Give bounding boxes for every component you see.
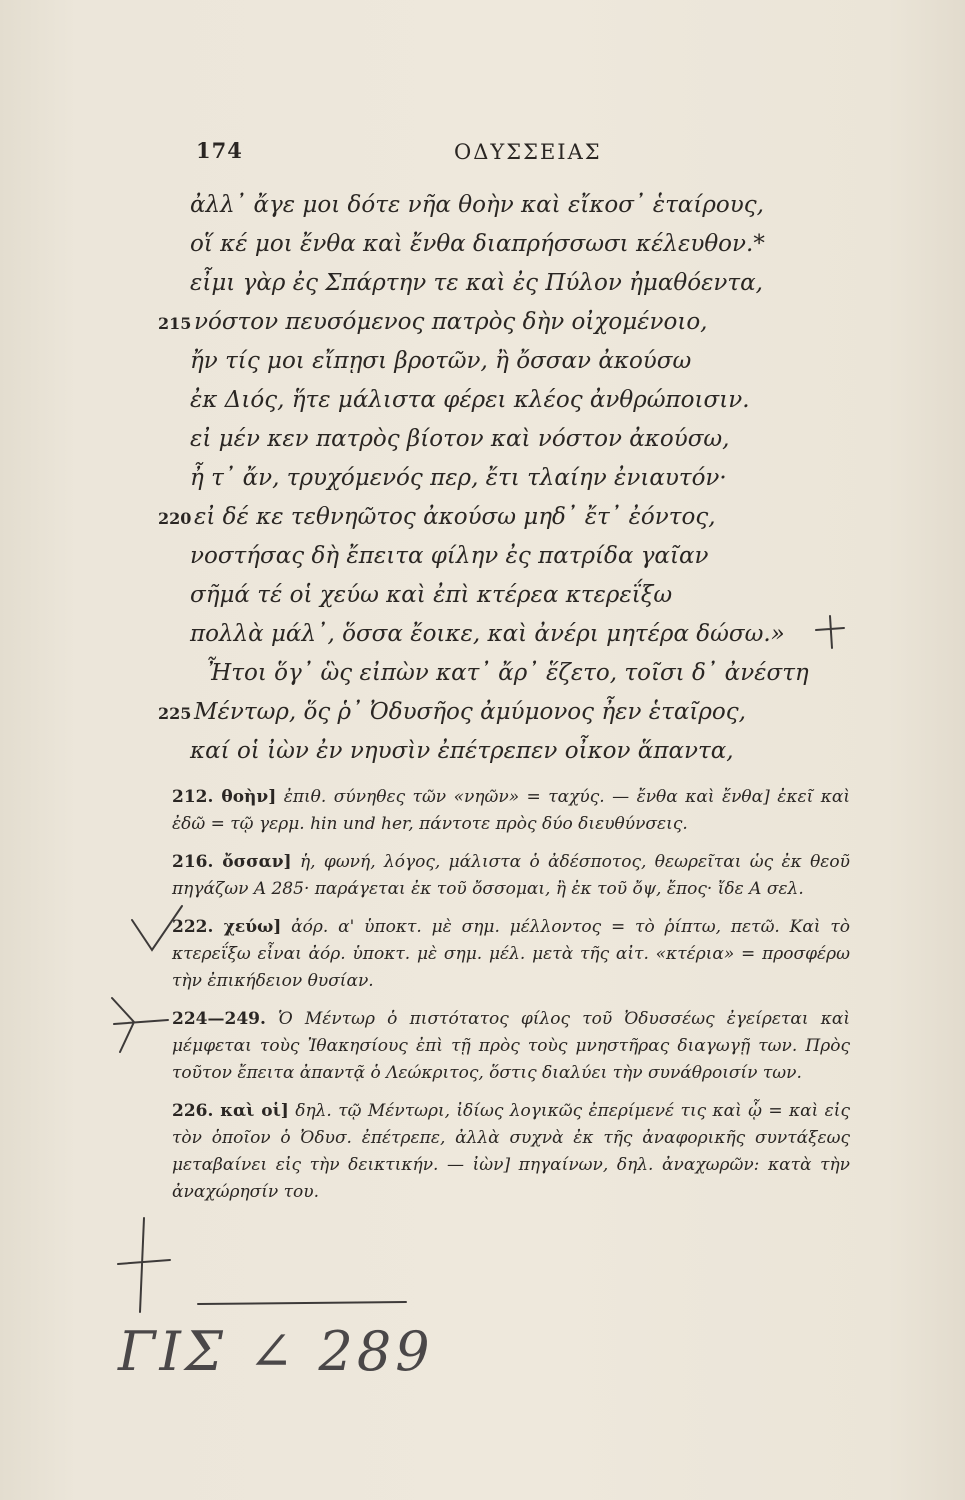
pencil-cross-mark-icon [110,1212,180,1322]
verse-text: σῆμά τέ οἱ χεύω καὶ ἐπὶ κτέρεα κτερεΐξω [190,582,673,608]
verse-line [150,498,890,537]
footnote [172,1006,850,1087]
verse-line [150,654,890,693]
pencil-cross-mark-icon [810,612,850,652]
footnote [172,849,850,903]
verse-line [150,420,890,459]
note-lemma: 212. θοὴν] [172,787,277,807]
pencil-bracket-mark-icon [106,990,176,1070]
verse-line [150,732,890,771]
verse-text: ἀλλ᾽ ἄγε μοι δότε νῆα θοὴν καὶ εἴκοσ᾽ ἑταίρους, [190,192,764,218]
pencil-handwritten-note: ΓΙΣ ∠ 289 [118,1320,434,1383]
verse-line [150,186,890,225]
page-header [196,138,796,178]
footnote [172,1098,850,1206]
verse-line [150,693,890,732]
note-lemma: 222. χεύω] [172,917,282,937]
pencil-check-mark-icon [128,900,188,960]
line-number: 225 [158,704,192,723]
note-text: ἀόρ. α' ὑποκτ. μὲ σημ. μέλλοντος = τὸ ῥίπτω, πετῶ. Καὶ τὸ κτερεΐξω εἶναι ἀόρ. ὑποκτ. μὲ σημ. μέλ. μετὰ τῆς αἰτ. «κτέρια» = προσφέρω τὴν ἐπικήδειον θυσίαν. [172,917,850,991]
note-text: Ὁ Μέντωρ ὁ πιστότατος φίλος τοῦ Ὀδυσσέως ἐγείρεται καὶ μέμφεται τοὺς Ἰθακησίους ἐπὶ τῇ πρὸς τοὺς μνηστῆρας διαγωγῇ των. Πρὸς τοῦτον ἔπειτα ἀπαντᾷ ὁ Λεώκριτος, ὅστις διαλύει τὴν συνάθροισίν των. [172,1009,850,1083]
pencil-underline-mark [196,1296,416,1312]
note-lemma: 224—249. [172,1009,266,1029]
verse-text: νόστον πευσόμενος πατρὸς δὴν οἰχομένοιο, [194,309,708,335]
verse-text: ἦ τ᾽ ἄν, τρυχόμενός περ, ἔτι τλαίην ἐνιαυτόν· [190,465,727,491]
verse-block [150,186,890,771]
verse-line [150,459,890,498]
note-text: ἡ, φωνή, λόγος, μάλιστα ὁ ἀδέσποτος, θεωρεῖται ὡς ἐκ θεοῦ πηγάζων Α 285· παράγεται ἐκ τοῦ ὄσσομαι, ἢ ἐκ τοῦ ὄψ, ἔπος· ἴδε Α σελ. [172,852,851,899]
verse-line [150,342,890,381]
verse-text: Μέντωρ, ὅς ῥ᾽ Ὀδυσῆος ἀμύμονος ἦεν ἑταῖρος, [194,699,746,725]
verse-text: εἰ μέν κεν πατρὸς βίοτον καὶ νόστον ἀκούσω, [190,426,730,452]
verse-line [150,303,890,342]
verse-line [150,615,890,654]
verse-line [150,264,890,303]
verse-text: οἵ κέ μοι ἔνθα καὶ ἔνθα διαπρήσσωσι κέλευθον.* [190,231,765,257]
footnote [172,914,850,995]
verse-text: ἤν τίς μοι εἴπῃσι βροτῶν, ἢ ὄσσαν ἀκούσω [190,348,692,374]
line-number: 215 [158,314,192,333]
verse-text: καί οἱ ἰὼν ἐν νηυσὶν ἐπέτρεπεν οἶκον ἅπαντα, [190,738,734,764]
note-text: ἐπιθ. σύνηθες τῶν «νηῶν» = ταχύς. — ἔνθα καὶ ἔνθα] ἐκεῖ καὶ ἐδῶ = τῷ γερμ. hin und her, πάντοτε πρὸς δύο διευθύνσεις. [172,787,851,834]
verse-line [150,381,890,420]
footnotes [172,784,850,1217]
line-number: 220 [158,509,192,528]
verse-text: ἐκ Διός, ἥτε μάλιστα φέρει κλέος ἀνθρώποισιν. [190,387,750,413]
verse-text: εἰ δέ κε τεθνηῶτος ἀκούσω μηδ᾽ ἔτ᾽ ἐόντος, [194,504,716,530]
footnote [172,784,850,838]
verse-text: νοστήσας δὴ ἔπειτα φίλην ἐς πατρίδα γαῖαν [190,543,709,569]
verse-line [150,537,890,576]
verse-text: πολλὰ μάλ᾽, ὅσσα ἔοικε, καὶ ἀνέρι μητέρα δώσω.» [190,621,785,647]
note-text: δηλ. τῷ Μέντωρι, ἰδίως λογικῶς ἐπερίμενέ τις καὶ ᾧ = καὶ εἰς τὸν ὁποῖον ὁ Ὀδυσ. ἐπέτρεπε, ἀλλὰ συχνὰ ἐκ τῆς ἀναφορικῆς συντάξεως μεταβαίνει εἰς τὴν δεικτικήν. — ἰὼν] πηγαίνων, δηλ. ἀναχωρῶν: κατὰ τὴν ἀναχώρησίν του. [172,1101,850,1202]
page-number: 174 [196,138,243,163]
verse-line [150,576,890,615]
verse-text: Ἦτοι ὅγ᾽ ὣς εἰπὼν κατ᾽ ἄρ᾽ ἕζετο, τοῖσι δ᾽ ἀνέστη [206,660,809,686]
note-lemma: 216. ὄσσαν] [172,852,292,872]
verse-text: εἶμι γὰρ ἐς Σπάρτην τε καὶ ἐς Πύλον ἠμαθόεντα, [190,270,763,296]
verse-line [150,225,890,264]
running-title: ΟΔΥΣΣΕΙΑΣ [454,140,602,164]
note-lemma: 226. καὶ οἱ] [172,1101,289,1121]
